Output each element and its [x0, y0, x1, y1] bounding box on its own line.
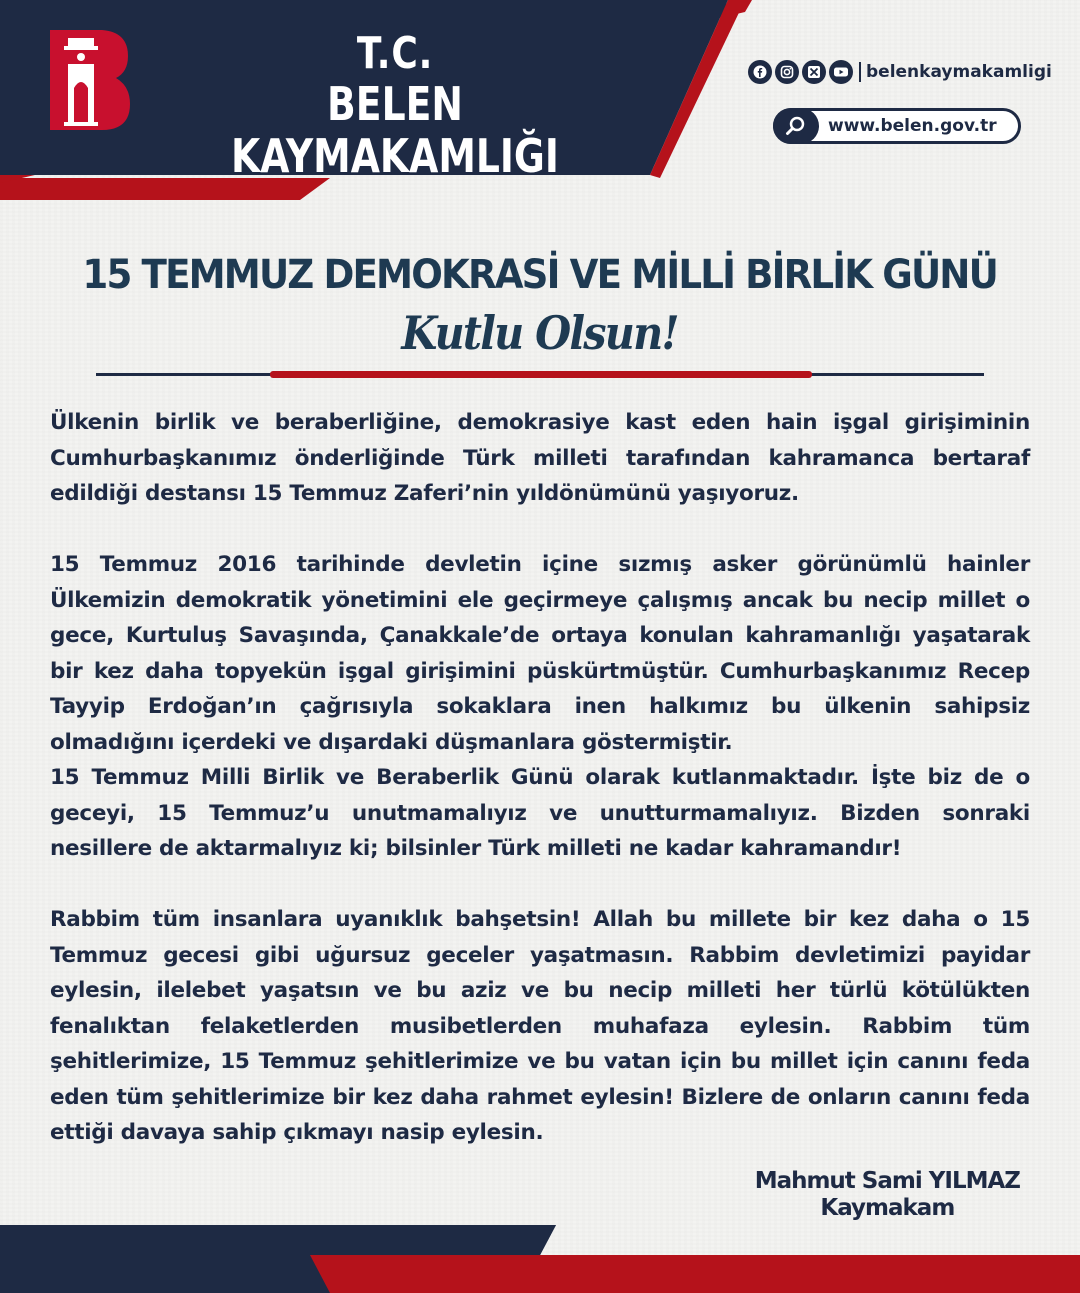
signature-name: Mahmut Sami YILMAZ [754, 1168, 1020, 1194]
page-subtitle [0, 303, 1080, 363]
belen-logo [50, 30, 130, 130]
youtube-icon[interactable] [829, 60, 853, 84]
website-url[interactable]: www.belen.gov.tr [828, 116, 997, 136]
divider-red [270, 371, 812, 378]
page-subtitle-text: Kutlu Olsun! [401, 306, 679, 360]
instagram-icon[interactable] [775, 60, 799, 84]
x-icon[interactable] [802, 60, 826, 84]
paragraph-1: Ülkenin birlik ve beraberliğine, demokrasiye kast eden hain işgal girişiminin Cumhurbaşkanımız önderliğinde Türk milleti tarafından kahramanca bertaraf edildiği destansı 15 Temmuz Zaferi’nin yıldönümünü yaşıyoruz. [50, 410, 1030, 506]
social-links [748, 60, 1052, 84]
signature-title: Kaymakam [820, 1195, 955, 1221]
social-handle[interactable]: belenkaymakamligi [859, 62, 1052, 82]
header-title [211, 30, 580, 182]
message-body [50, 405, 1030, 1151]
paragraph-4: Rabbim tüm insanlara uyanıklık bahşetsin! Allah bu millete bir kez daha o 15 Temmuz gecesi gibi uğursuz geceler yaşatmasın. Rabbim devletimizi payidar eylesin, ilelebet yaşatsın ve bu aziz ve bu necip milleti her türlü kötülükten fenalıktan felaketlerden musibetlerden muhafaza eylesin. Rabbim tüm şehitlerimize, 15 Temmuz şehitlerimize ve bu vatan için bu millet için canını feda eden tüm şehitlerimize bir kez daha rahmet eylesin! Bizlere de onların canını feda ettiği davaya sahip çıkmayı nasip eylesin. [50, 907, 1030, 1145]
header-line2: BELEN KAYMAKAMLIĞI [231, 77, 559, 183]
footer-stripes [0, 1225, 1080, 1293]
facebook-icon[interactable] [748, 60, 772, 84]
header-line1: T.C. [356, 28, 434, 79]
page-title [0, 253, 1080, 297]
paragraph-2: 15 Temmuz 2016 tarihinde devletin içine sızmış asker görünümlü hainler Ülkemizin demokratik yönetimini ele geçirmeye çalışmış ancak bu necip millet o gece, Kurtuluş Savaşında, Çanakkale’de ortaya konulan kahramanlığı yaşatarak bir kez daha topyekün işgal girişimini püskürtmüştür. Cumhurbaşkanımız Recep Tayyip Erdoğan’ın çağrısıyla sokaklara inen halkımız bu ülkenin sahipsiz olmadığını içerdeki ve dışardaki düşmanlara göstermiştir. [50, 552, 1030, 755]
signature [755, 1168, 1020, 1222]
website-link[interactable] [773, 108, 1021, 144]
search-icon [773, 108, 819, 144]
paragraph-3: 15 Temmuz Milli Birlik ve Beraberlik Günü olarak kutlanmaktadır. İşte biz de o geceyi, 15 Temmuz’u unutmamalıyız ve unutturmamalıyız. Bizden sonraki nesillere de aktarmalıyız ki; bilsinler Türk milleti ne kadar kahramandır! [50, 765, 1030, 861]
page-title-text: 15 TEMMUZ DEMOKRASİ VE MİLLİ BİRLİK GÜNÜ [82, 252, 998, 298]
